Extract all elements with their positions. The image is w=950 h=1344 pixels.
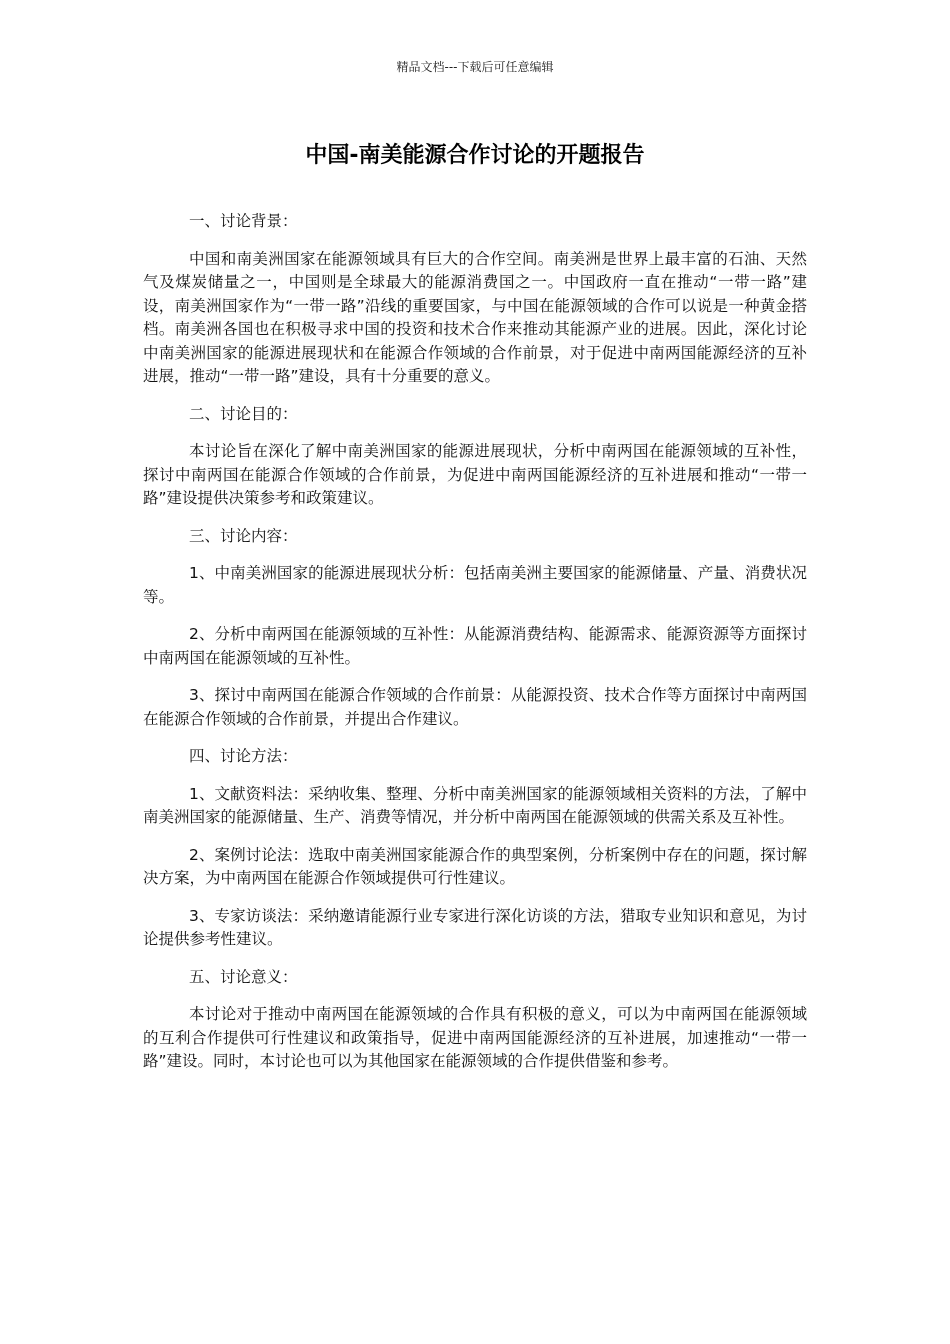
section-significance: [143, 966, 807, 1074]
section-heading: 三、讨论内容：: [189, 526, 298, 545]
list-item: 1、中南美洲国家的能源进展现状分析：包括南美洲主要国家的能源储量、产量、消费状况等。: [143, 564, 807, 606]
page-header: 精品文档---下载后可任意编辑: [396, 60, 554, 74]
section-purpose: [143, 403, 807, 511]
list-item: 2、案例讨论法：选取中南美洲国家能源合作的典型案例，分析案例中存在的问题，探讨解决方案，为中南两国在能源合作领域提供可行性建议。: [143, 845, 807, 887]
section-heading: 五、讨论意义：: [189, 967, 298, 986]
section-heading: 二、讨论目的：: [189, 404, 298, 423]
section-heading: 一、讨论背景：: [189, 212, 298, 230]
document-title: 中国-南美能源合作讨论的开题报告: [305, 143, 645, 168]
section-methods: [143, 745, 807, 952]
list-item: 2、分析中南两国在能源领域的互补性：从能源消费结构、能源需求、能源资源等方面探讨中南两国在能源领域的互补性。: [143, 625, 807, 667]
list-item: 3、专家访谈法：采纳邀请能源行业专家进行深化访谈的方法，猎取专业知识和意见，为讨论提供参考性建议。: [143, 906, 807, 948]
paragraph: 中国和南美洲国家在能源领域具有巨大的合作空间。南美洲是世界上最丰富的石油、天然气及煤炭储量之一，中国则是全球最大的能源消费国之一。中国政府一直在推动“一带一路”建设，南美洲国家作为“一带一路”沿线的重要国家，与中国在能源领域的合作可以说是一种黄金搭档。南美洲各国也在积极寻求中国的投资和技术合作来推动其能源产业的进展。因此，深化讨论中南美洲国家的能源进展现状和在能源合作领域的合作前景，对于促进中南两国能源经济的互补进展，推动“一带一路”建设，具有十分重要的意义。: [143, 249, 807, 385]
paragraph: 本讨论对于推动中南两国在能源领域的合作具有积极的意义，可以为中南两国在能源领域的互利合作提供可行性建议和政策指导，促进中南两国能源经济的互补进展，加速推动“一带一路”建设。同时，本讨论也可以为其他国家在能源领域的合作提供借鉴和参考。: [143, 1005, 807, 1070]
list-item: 1、文献资料法：采纳收集、整理、分析中南美洲国家的能源领域相关资料的方法，了解中南美洲国家的能源储量、生产、消费等情况，并分析中南两国在能源领域的供需关系及互补性。: [143, 784, 807, 826]
document-body: [143, 210, 807, 1088]
section-heading: 四、讨论方法：: [189, 747, 298, 765]
section-background: [143, 210, 807, 389]
paragraph: 本讨论旨在深化了解中南美洲国家的能源进展现状，分析中南两国在能源领域的互补性，探讨中南两国在能源合作领域的合作前景，为促进中南两国能源经济的互补进展和推动“一带一路”建设提供决策参考和政策建议。: [143, 442, 807, 507]
section-content: [143, 525, 807, 732]
list-item: 3、探讨中南两国在能源合作领域的合作前景：从能源投资、技术合作等方面探讨中南两国在能源合作领域的合作前景，并提出合作建议。: [143, 686, 807, 728]
